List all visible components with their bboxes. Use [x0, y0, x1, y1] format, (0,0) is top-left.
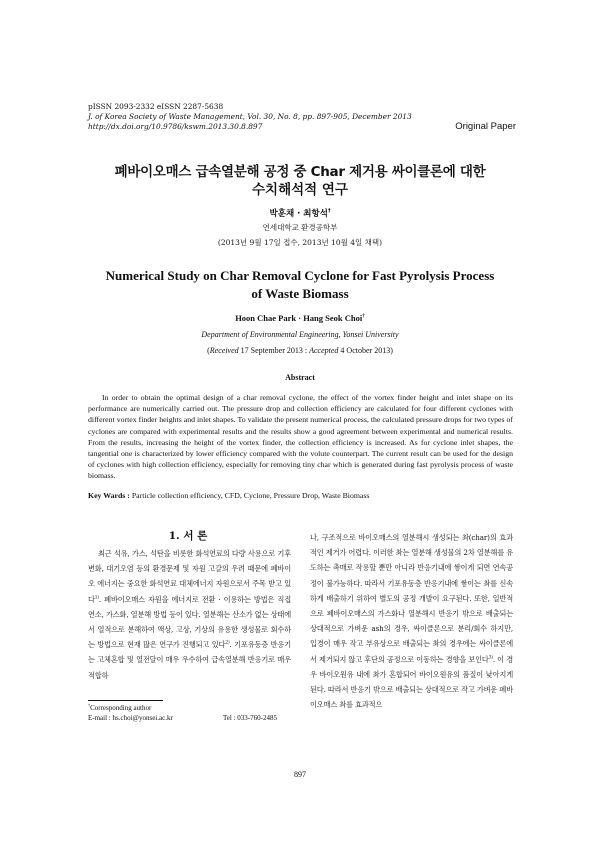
journal-header: [88, 102, 412, 132]
korean-affiliation: 연세대학교 환경공학부: [262, 223, 338, 232]
keywords-list: Particle collection efficiency, CFD, Cyclone, Pressure Drop, Waste Biomass: [131, 491, 370, 500]
ref-1: 1): [94, 595, 99, 601]
english-authors: [0, 313, 600, 323]
footnote-label: Corresponding author: [90, 704, 152, 712]
english-author-names: Hoon Chae Park · Hang Seok Choi: [235, 313, 363, 323]
ref-2: 2): [225, 640, 230, 646]
abstract-heading: Abstract: [285, 373, 315, 382]
footnote-email: E-mail : hs.choi@yonsei.ac.kr: [88, 714, 173, 722]
english-dates: (Received 17 September 2013 : Accepted 4 October 2013): [207, 346, 393, 355]
right-text-a: 나, 구조적으로 바이오매스의 열분해시 생성되는 촤(char)의 효과적인 제거가 어렵다. 이러한 촤는 열분해 생성물의 2차 열분해를 유도하는 촉매로 작용할 뿐만 아니라 반응기내에 쌓이게 되면 연속공정이 불가능하다. 따라서 기포유동층 반응기내에 쌓이는 촤를 신속하게 배출하기 위하여 별도의 공정 개발이 요구된다. 또한, 일반적으로 폐바이오매스의 가스화나 열분해시 반응기 밖으로 배출되는 상대적으로 가벼운 ash의 경우, 싸이클론으로 분리/회수 하지만, 입경이 매우 작고 부유상으로 배출되는 촤의 경우에는 싸이클론에서 제거되지 않고 후단의 공정으로 이동하는 경향을 보인다: [310, 533, 513, 664]
english-affiliation: Department of Environmental Engineering, Yonsei University: [201, 330, 399, 339]
footnote-divider: [88, 700, 163, 701]
left-text-a: 최근 석유, 가스, 석탄을 비롯한 화석연료의 다량 사용으로 기후변화, 대기오염 등의 환경문제 및 자원 고갈의 우려 때문에 폐바이오 에너지는 중요한 화석연료 대체에너지 자원으로서 주목 받고 있다: [88, 549, 291, 604]
english-title-line1: Numerical Study on Char Removal Cyclone for Fast Pyrolysis Process: [105, 268, 495, 283]
korean-title-line2: 수치해석적 연구: [252, 182, 348, 198]
footnote-tel: Tel : 033-760-2485: [223, 714, 277, 722]
issn-line: pISSN 2093-2332 eISSN 2287-5638: [88, 102, 224, 111]
keywords-label: Key Wards :: [88, 491, 132, 500]
section-heading: 1. 서 론: [168, 530, 208, 542]
ref-3: 3): [488, 655, 493, 661]
body-left-column: [88, 546, 291, 683]
english-title-line2: of Waste Biomass: [251, 286, 349, 301]
left-text-b: . 폐바이오매스 자원을 에너지로 전환 · 이용하는 방법은 직접 연소, 가스화, 열분해 방법 등이 있다. 열분해는 산소가 없는 상태에서 열적으로 분해하여 액상, 고상, 기상의 유용한 생성물로 회수하는 방법으로 현재 많은 연구가 진행되고 있다: [88, 594, 291, 650]
korean-author-names: 박훈채 · 최항석: [269, 209, 328, 219]
keywords: [88, 491, 513, 500]
received-date: 17 September 2013 :: [238, 346, 310, 355]
abstract-text: In order to obtain the optimal design of a char removal cyclone, the effect of the vortex finder height and inlet shape on its performance are numerically carried out. The pressure drop and collection efficiency are calculated for four different cyclones with different vortex finder heights and inlet shapes. To validate the present numerical process, the calculated pressure drops for two types of cyclones are compared with experimental results and the results show a good agreement between experimental and numerical results. From the results, increasing the height of the vortex finder, the collection efficiency is increased. As for cyclone inlet shapes, the tangential one is characterized by lower efficiency compared with the volute counterpart. The current result can be used for the design of cyclones with high collection efficiency, especially for removing tiny char which is generated during fast pyrolysis process of waste biomass.: [88, 393, 513, 481]
accepted-date: 4 October 2013): [338, 346, 393, 355]
page-number: 897: [294, 770, 306, 779]
right-text-b: . 이 경우 바이오원유 내에 촤가 혼합되어 바이오원유의 품질이 낮아지게 된다. 따라서 반응기 밖으로 배출되는 상대적으로 작고 가벼운 폐바이오매스 촤를 효과적으: [310, 654, 514, 710]
journal-citation: J. of Korea Society of Waste Management, Vol. 30, No. 8, pp. 897-905, December 2013: [88, 112, 412, 121]
corresponding-mark-en: †: [362, 313, 365, 320]
doi-link[interactable]: http://dx.doi.org/10.9786/kswm.2013.30.8.897: [88, 122, 263, 131]
accepted-label: Accepted: [309, 346, 339, 355]
korean-dates: (2013년 9월 17일 접수, 2013년 10월 4일 채택): [217, 238, 383, 247]
footnote: [88, 703, 298, 723]
body-right-column: [310, 530, 513, 712]
corresponding-mark: †: [327, 208, 331, 215]
korean-authors: [0, 207, 600, 219]
left-text-c: . 기포유동층 반응기는 고체혼합 및 열전달이 매우 우수하여 급속열분해 반응기로 매우 적합하: [88, 640, 292, 680]
footnote-mark: †: [88, 702, 91, 708]
footnote-label-line: [88, 703, 298, 713]
received-label: Received: [209, 346, 239, 355]
korean-title-line1: 폐바이오매스 급속열분해 공정 중 Char 제거용 싸이클론에 대한: [114, 164, 486, 180]
article-type: Original Paper: [455, 121, 516, 132]
